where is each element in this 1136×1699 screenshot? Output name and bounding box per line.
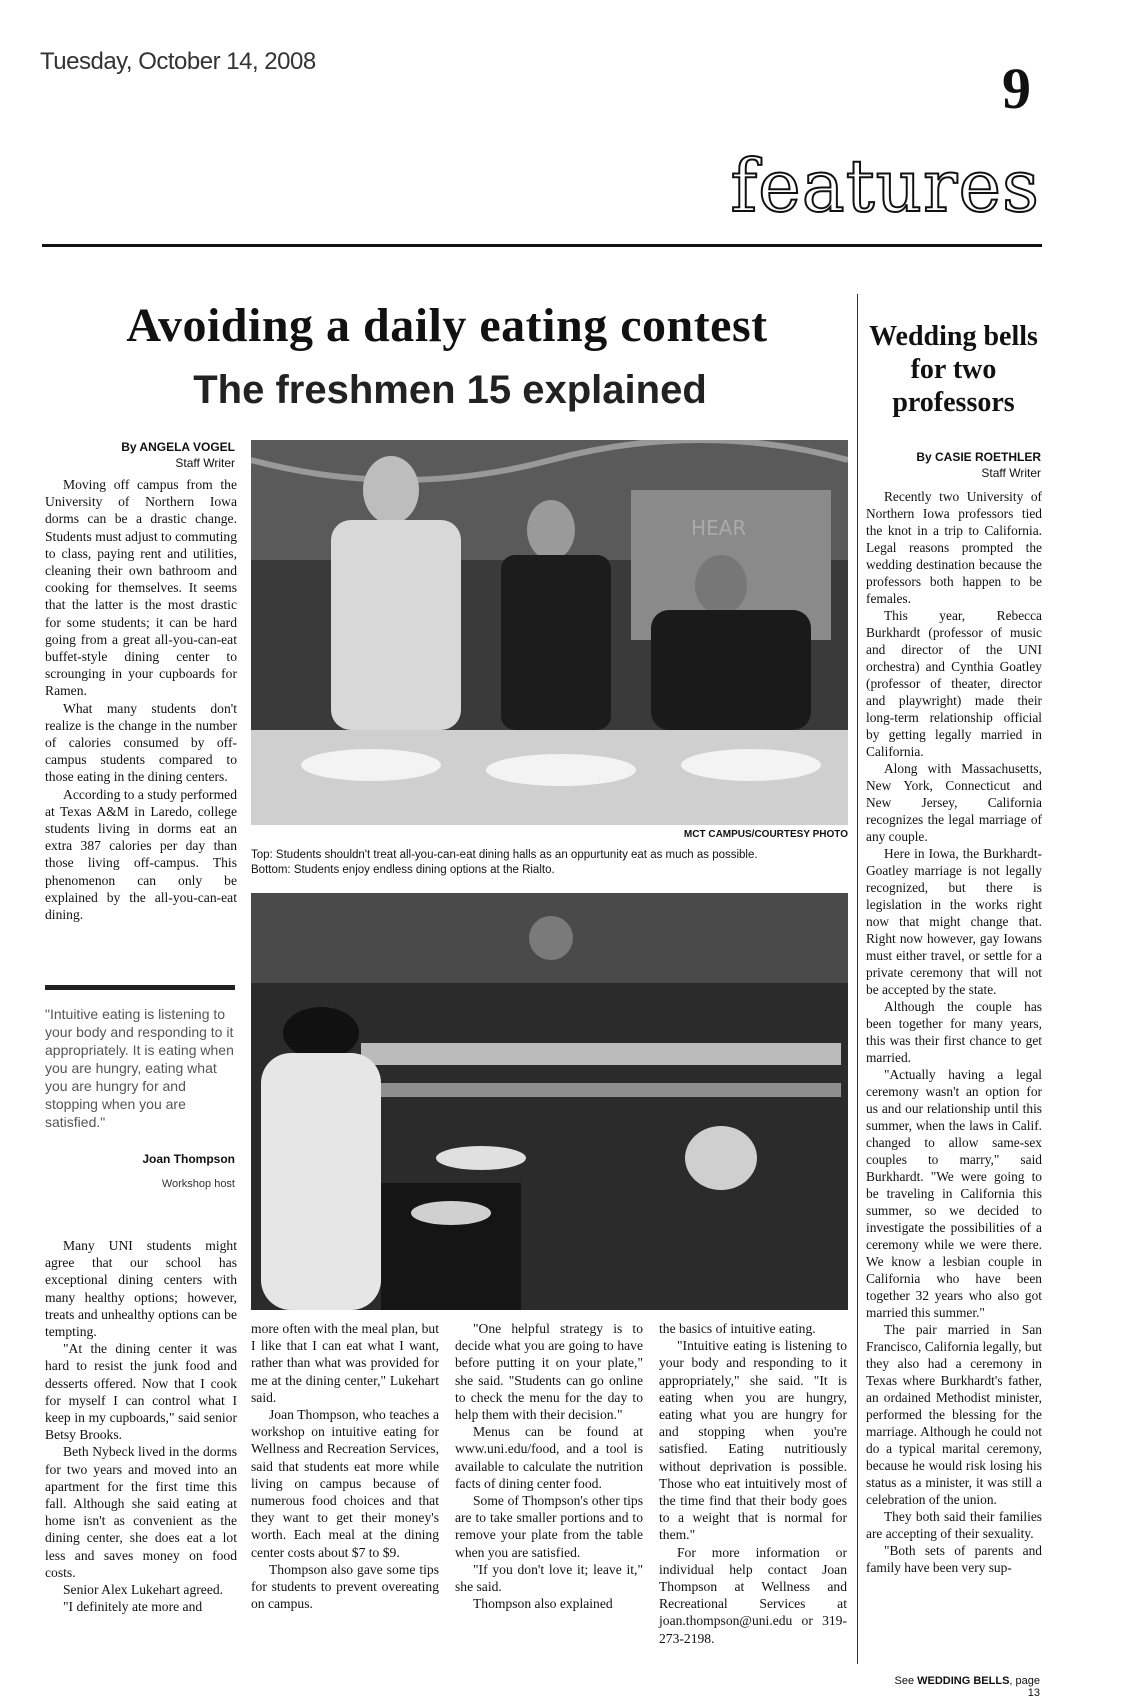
sidebar-byline xyxy=(866,450,1041,481)
paragraph: Many UNI students might agree that our school has exceptional dining centers with many healthy options; however, treats and unhealthy options can be tempting. xyxy=(45,1238,237,1340)
jump-prefix: See xyxy=(894,1675,915,1687)
sidebar-byline-role: Staff Writer xyxy=(981,465,1041,480)
paragraph: Moving off campus from the University of Northern Iowa dorms can be a drastic change. Students must adjust to commuting to class, paying rent and utilities, cleaning their own bathroom and cooking for themselves. It seems that the latter is the most drastic for some students; it can be hard going from a great all-you-can-eat buffet-style dining center to scrounging in your cupboards for Ramen. xyxy=(45,477,237,699)
page-number: 9 xyxy=(1002,56,1031,121)
jump-target: WEDDING BELLS xyxy=(917,1675,1010,1687)
sidebar-byline-name: By CASIE ROETHLER xyxy=(916,450,1041,464)
issue-date: Tuesday, October 14, 2008 xyxy=(40,48,316,75)
paragraph: Menus can be found at www.uni.edu/food, and a tool is available to calculate the nutrition facts of dining center food. xyxy=(455,1424,643,1491)
paragraph: Senior Alex Lukehart agreed. xyxy=(63,1582,224,1598)
paragraph: more often with the meal plan, but I like that I can eat what I want, rather than what was provided for me at the dining center," Lukehart said. xyxy=(251,1321,439,1405)
headline: Avoiding a daily eating contest xyxy=(126,299,768,352)
paragraph: Beth Nybeck lived in the dorms for two years and moved into an apartment for the first time this fall. Although she said eating at home isn't as convenient as the dining center, she does eat a lot less and saves money on food costs. xyxy=(45,1444,237,1580)
paragraph: Some of Thompson's other tips are to take smaller portions and to remove your plate from the table when you are satisfied. xyxy=(455,1493,643,1560)
paragraph: What many students don't realize is the change in the number of calories consumed by off-campus students compared to those eating in the dining centers. xyxy=(45,700,237,785)
photo-eating-contest xyxy=(251,440,848,825)
photo-sign-text: HEAR xyxy=(691,516,747,540)
jump-suffix: , page 13 xyxy=(1009,1675,1040,1699)
byline-role: Staff Writer xyxy=(175,455,235,470)
paragraph: Thompson also explained xyxy=(473,1596,613,1612)
paragraph: "At the dining center it was hard to resist the junk food and desserts offered. Now that I cook for myself I can control what I keep in my cupboards," said senior Betsy Brooks. xyxy=(45,1341,237,1443)
article-column-1-top xyxy=(45,476,237,923)
paragraph: the basics of intuitive eating. xyxy=(659,1321,816,1336)
paragraph: "Actually having a legal ceremony wasn't an option for us and our relationship until this summer, when the laws in Calif. changed to allow same-sex couples to marry," said Burkhardt. "We were going to be traveling in California this summer, so we decided to investigate the possibilities of a ceremony while we were there. We know a lesbian couple in California who have been together 32 years who also got married this summer." xyxy=(866,1067,1042,1320)
sidebar-article xyxy=(866,488,1042,1576)
article-column-4 xyxy=(659,1320,847,1647)
caption-bottom: Bottom: Students enjoy endless dining options at the Rialto. xyxy=(251,864,555,876)
jump-line[interactable] xyxy=(880,1675,1040,1699)
article-column-2 xyxy=(251,1320,439,1612)
paragraph: For more information or individual help contact Joan Thompson at Wellness and Recreational Services at joan.thompson@uni.edu or 319-273-2198. xyxy=(659,1544,847,1646)
article-column-3 xyxy=(455,1320,643,1612)
pull-quote-name: Joan Thompson xyxy=(142,1152,235,1166)
pull-quote: "Intuitive eating is listening to your body and responding to it appropriately. It is eating when you are hungry, eating what you are hungry for and stopping when you are satisfied." xyxy=(45,1006,234,1130)
paragraph: This year, Rebecca Burkhardt (professor of music and director of the UNI orchestra) and Cynthia Goatley (professor of theater, director and playwright) made their long-term relationship official by getting legally married in California. xyxy=(866,608,1042,759)
paragraph: Joan Thompson, who teaches a workshop on intuitive eating for Wellness and Recreation Services, said that students eat more while living on campus because of numerous food choices and that they want to get their money's worth. Each meal at the dining center costs about $7 to $9. xyxy=(251,1407,439,1560)
photo-credit: MCT CAMPUS/COURTESY PHOTO xyxy=(683,829,848,840)
paragraph: Thompson also gave some tips for students to prevent overeating on campus. xyxy=(251,1561,439,1612)
paragraph: "If you don't love it; leave it," she said. xyxy=(455,1561,643,1595)
paragraph: Recently two University of Northern Iowa professors tied the knot in a trip to California. Legal reasons prompted the wedding destination because the professors both happen to be females. xyxy=(866,489,1042,606)
column-divider xyxy=(857,294,858,1664)
paragraph: They both said their families are accepting of their sexuality. xyxy=(866,1509,1042,1541)
paragraph: Along with Massachusetts, New York, Connecticut and New Jersey, California recognizes the legal marriage of any couple. xyxy=(866,761,1042,844)
byline-name: By ANGELA VOGEL xyxy=(121,440,235,454)
section-title: features xyxy=(730,144,1040,228)
photo-dining-center xyxy=(251,893,848,1310)
paragraph: Here in Iowa, the Burkhardt-Goatley marriage is not legally recognized, but there is legislation in the works right now that might change that. Right now however, gay Iowans must either travel, or settle for a private ceremony that will not be accepted by the state. xyxy=(866,846,1042,997)
photo-dining-center-illustration xyxy=(251,893,848,1310)
photo-eating-contest-illustration xyxy=(251,440,848,825)
photo-caption xyxy=(251,848,851,878)
caption-top: Top: Students shouldn't treat all-you-can-eat dining halls as an oppurtunity eat as much as possible. xyxy=(251,849,758,861)
masthead-rule xyxy=(42,244,1042,247)
paragraph: According to a study performed at Texas A&M in Laredo, college students living in dorms eat an extra 387 calories per day than those living off-campus. This phenomenon can only be explained by the all-you-can-eat dining. xyxy=(45,786,237,923)
paragraph: "One helpful strategy is to decide what you are going to have before putting it on your plate," she said. "Students can go online to check the menu for the day to help them with their decision." xyxy=(455,1321,643,1423)
byline xyxy=(45,440,235,471)
deck: The freshmen 15 explained xyxy=(193,368,707,412)
sidebar-headline: Wedding bells for two professors xyxy=(869,321,1038,419)
pull-quote-role: Workshop host xyxy=(161,1178,235,1190)
paragraph: The pair married in San Francisco, California legally, but they also had a ceremony in Texas where Burkhardt's father, an ordained Methodist minister, performed the blessing for the marriage. Although he could not do a typical marital ceremony, because he would risk losing his status as a minister, it was still a celebration of the union. xyxy=(866,1322,1042,1507)
paragraph: "I definitely ate more and xyxy=(63,1599,203,1615)
paragraph: "Both sets of parents and family have been very sup- xyxy=(866,1543,1042,1575)
paragraph: "Intuitive eating is listening to your body and responding to it appropriately," she said. "It is eating when you are hungry, eating what you are hungry for and stopping when you're satisfied. Eating nutritiously without deprivation is possible. Those who eat intuitively most of the time find that their body goes to a weight that is normal for them." xyxy=(659,1338,847,1543)
pull-quote-bar xyxy=(45,985,235,990)
article-column-1-bottom xyxy=(45,1237,237,1615)
paragraph: Although the couple has been together for many years, this was their first chance to get married. xyxy=(866,999,1042,1065)
